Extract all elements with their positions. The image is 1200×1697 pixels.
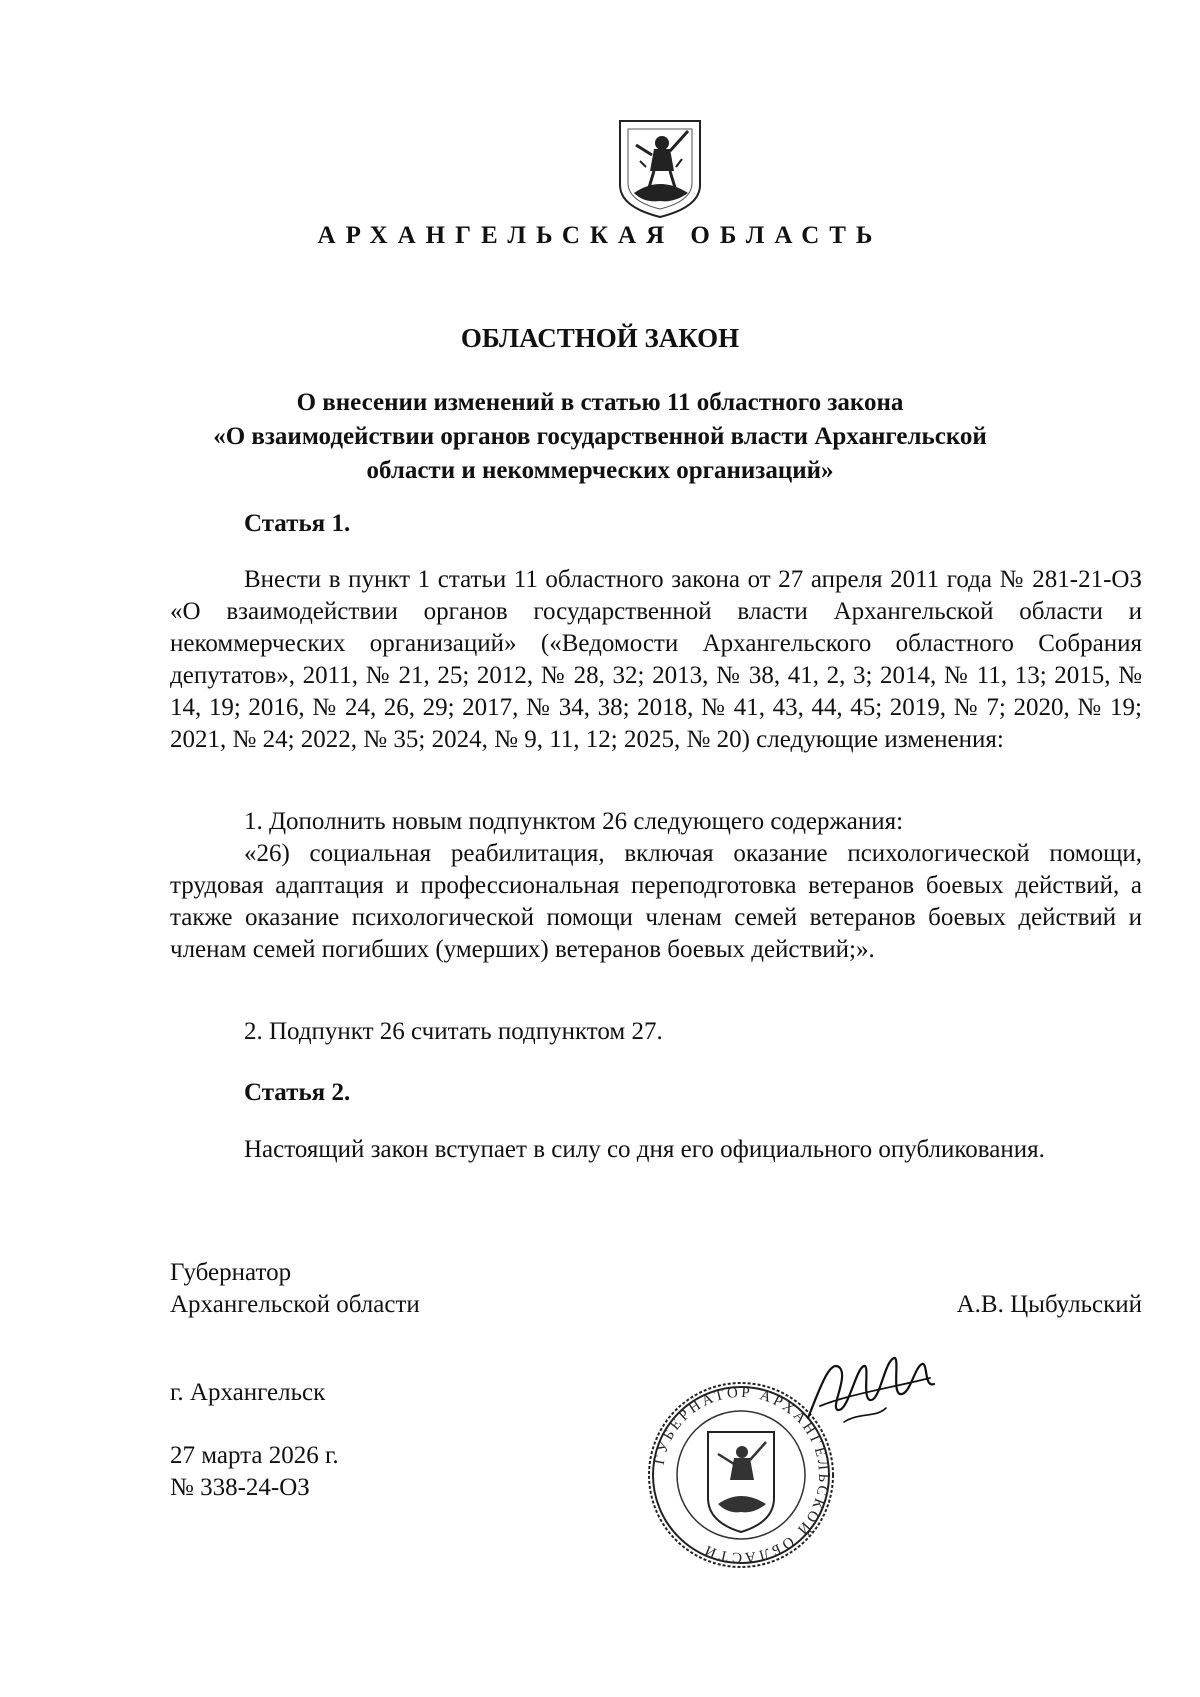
law-title xyxy=(180,386,1020,488)
seal-text: ГУБЕРНАТОР АРХАНГЕЛЬСКОЙ ОБЛАСТИ xyxy=(651,1384,832,1566)
signatory-position xyxy=(170,1257,420,1321)
article-1-item-1: 1. Дополнить новым подпунктом 26 следующего содержания: xyxy=(244,808,904,835)
law-date-number xyxy=(170,1440,339,1504)
article-1-item-1-text: «26) социальная реабилитация, включая оказание психологической помощи, трудовая адаптация и профессиональная переподготовка ветеранов боевых действий, а также оказание психологической помощи членам семей ветеранов боевых действий и членам семей погибших (умерших) ветеранов боевых действий;». xyxy=(170,840,1142,963)
article-1-intro: Внести в пункт 1 статьи 11 областного закона от 27 апреля 2011 года № 281-21-ОЗ «О взаимодействии органов государственной власти Архангельской области и некоммерческих организаций» («Ведомости Архангельского областного Собрания депутатов», 2011, № 21, 25; 2012, № 28, 32; 2013, № 38, 41, 2, 3; 2014, № 11, 13; 2015, № 14, 19; 2016, № 24, 26, 29; 2017, № 34, 38; 2018, № 41, 43, 44, 45; 2019, № 7; 2020, № 19; 2021, № 24; 2022, № 35; 2024, № 9, 11, 12; 2025, № 20) следующие изменения: xyxy=(170,566,1142,753)
handwritten-signature xyxy=(800,1348,940,1438)
coat-of-arms-icon xyxy=(614,115,706,219)
signatory-position-line: Архангельской области xyxy=(170,1291,420,1318)
law-title-line: области и некоммерческих организаций» xyxy=(366,457,834,484)
city: г. Архангельск xyxy=(170,1379,326,1406)
region-name: АРХАНГЕЛЬСКАЯ ОБЛАСТЬ xyxy=(317,222,883,249)
law-title-line: О внесении изменений в статью 11 областного закона xyxy=(296,389,904,416)
article-1-heading: Статья 1. xyxy=(244,510,351,537)
signatory-name: А.В. Цыбульский xyxy=(956,1291,1142,1318)
law-title-line: «О взаимодействии органов государственной власти Архангельской xyxy=(213,423,987,450)
law-date: 27 марта 2026 г. xyxy=(170,1442,339,1469)
article-1-item-2: 2. Подпункт 26 считать подпунктом 27. xyxy=(244,1018,663,1045)
law-number: № 338-24-ОЗ xyxy=(170,1474,310,1501)
document-type: ОБЛАСТНОЙ ЗАКОН xyxy=(460,323,740,353)
signatory-position-line: Губернатор xyxy=(170,1259,292,1286)
article-2-heading: Статья 2. xyxy=(244,1079,351,1106)
article-2-text: Настоящий закон вступает в силу со дня его официального опубликования. xyxy=(244,1136,1045,1163)
